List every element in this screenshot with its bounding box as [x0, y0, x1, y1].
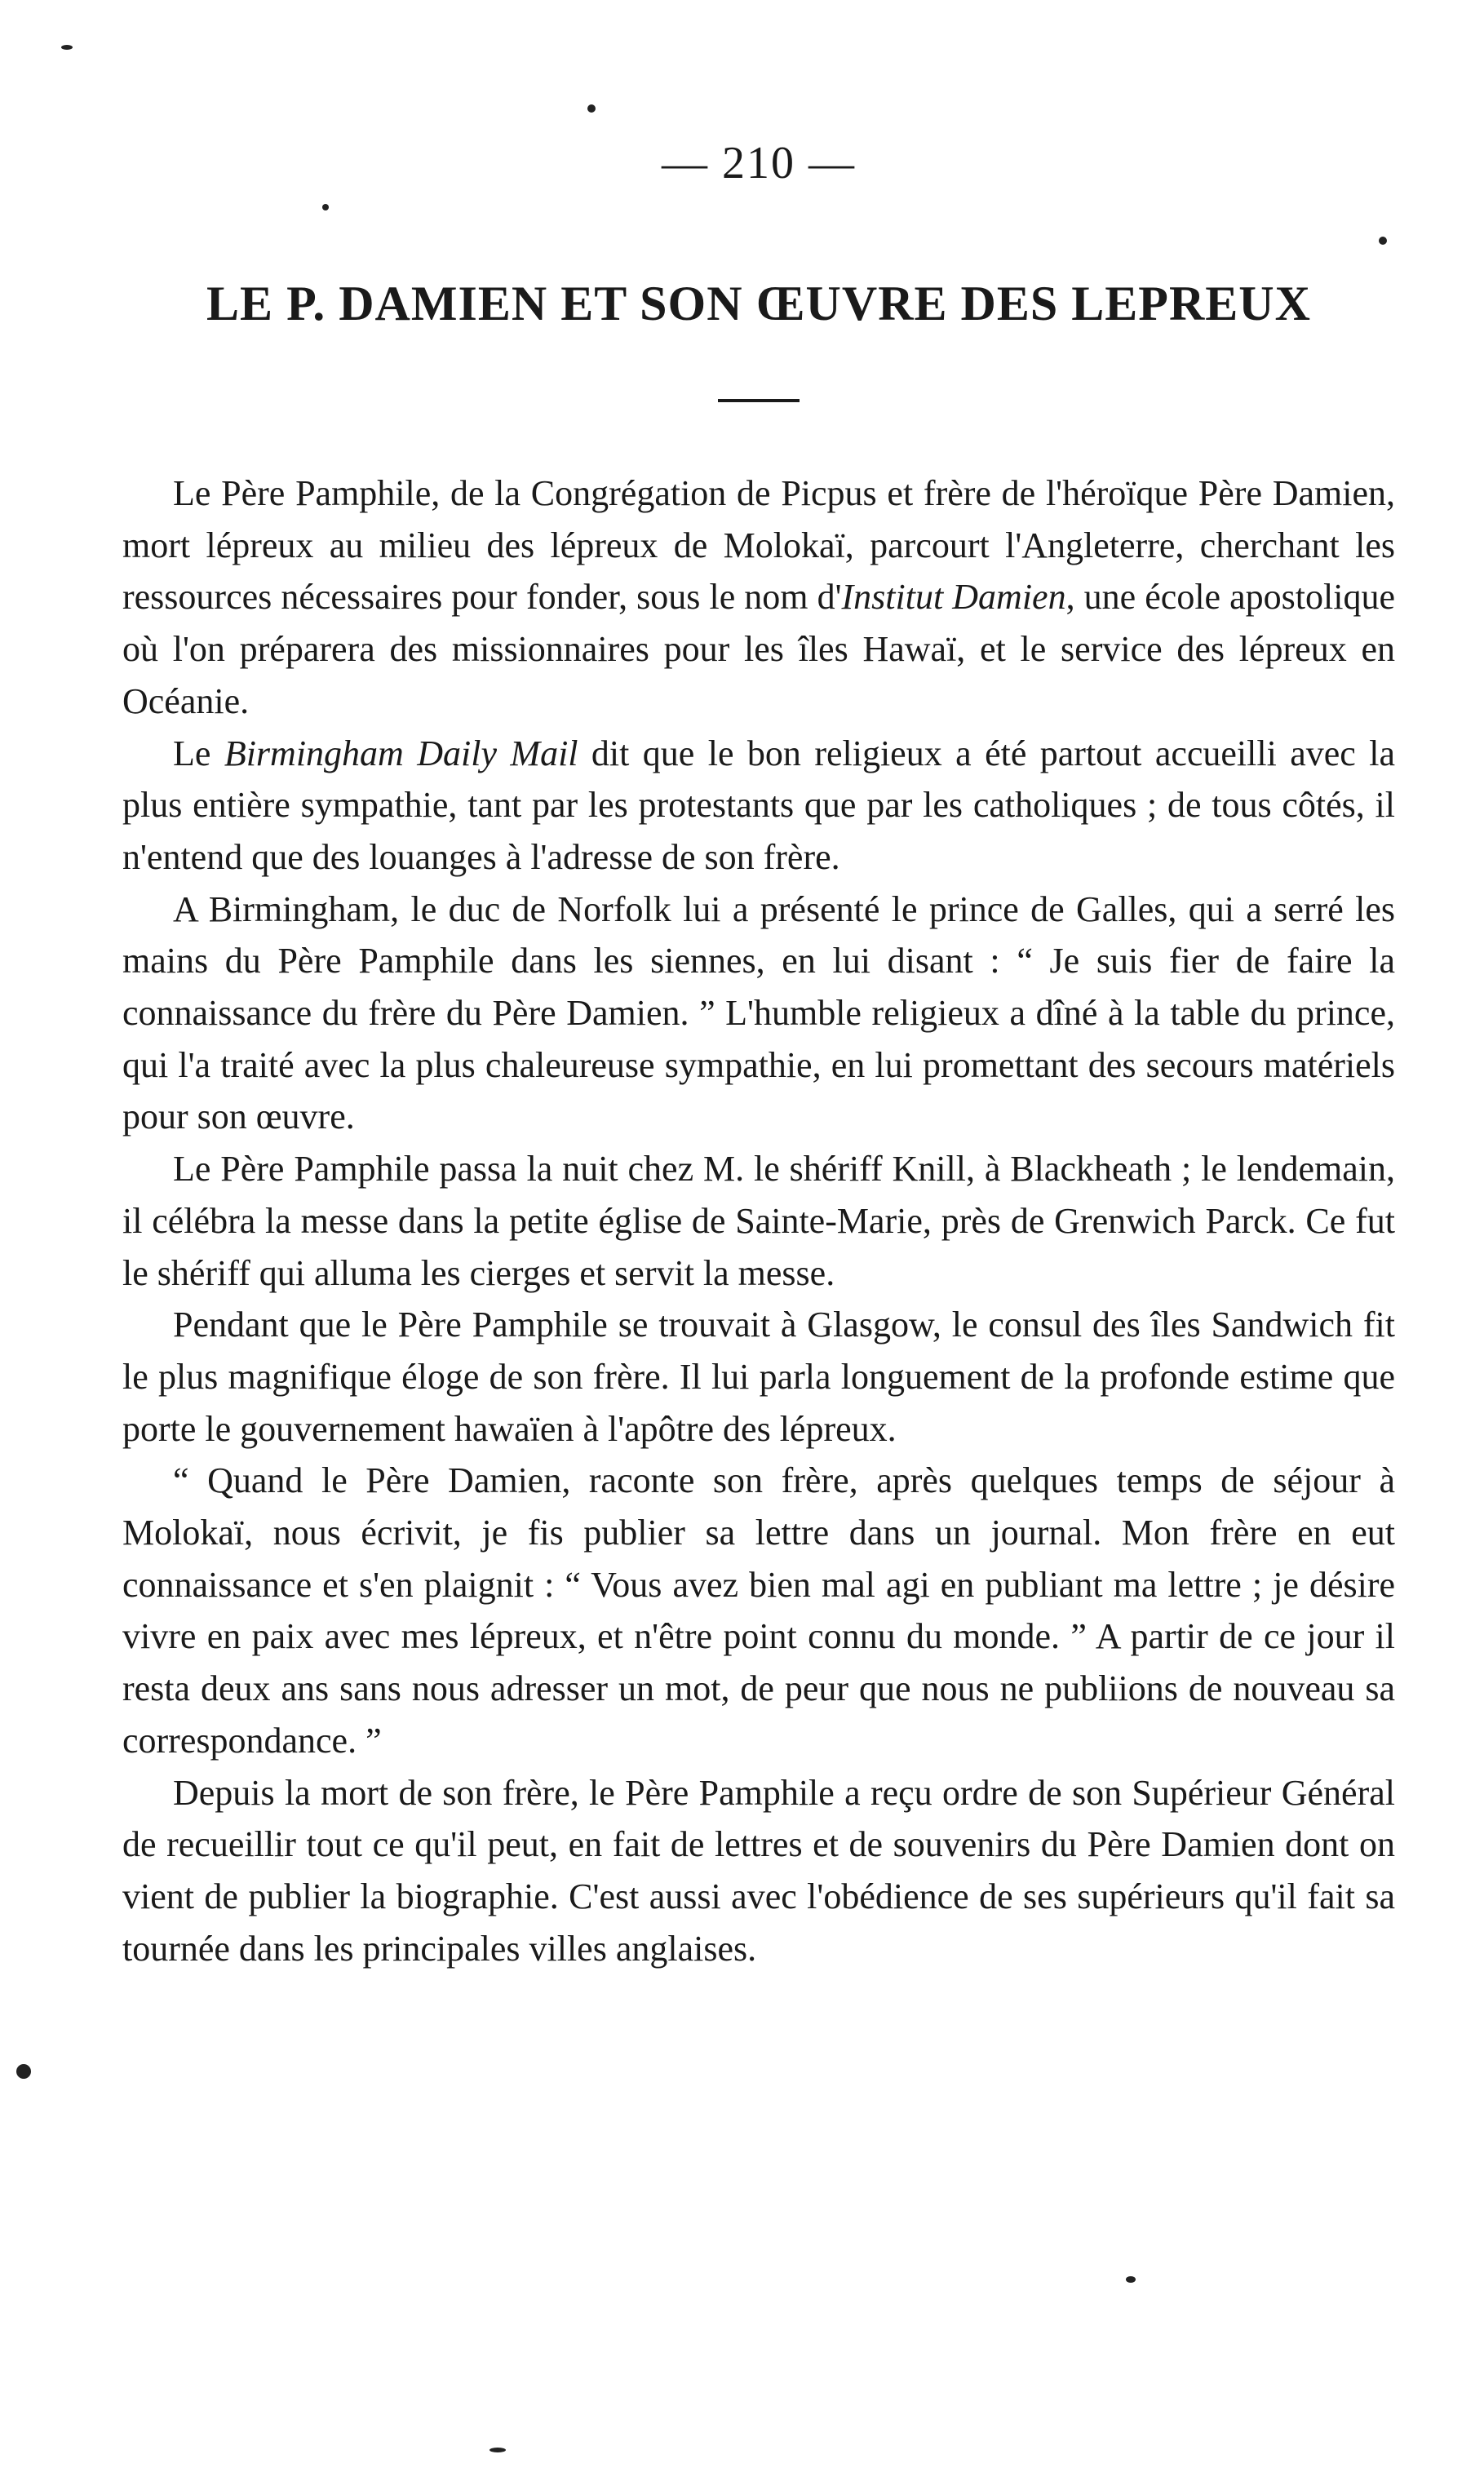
- scan-speck: [1126, 2276, 1136, 2283]
- paragraph-2-text: Le: [173, 733, 224, 773]
- scan-speck: [587, 104, 596, 113]
- article-title: LE P. DAMIEN ET SON ŒUVRE DES LEPREUX: [206, 277, 1311, 330]
- scan-speck: [1379, 237, 1387, 245]
- paragraph-1-text-end: , une école apostolique où l'on préparera des missionnaires pour les îles Hawaï, et le service des lépreux en Océanie.: [122, 577, 1396, 721]
- paragraph-2-text-end: dit que le bon religieux a été partout accueilli avec la plus entière sympathie, tant par les protestants que par les catholiques ; de tous côtés, il n'entend que des louanges à l'adresse de son frère.: [122, 733, 1396, 877]
- paragraph-5: Pendant que le Père Pamphile se trouvait à Glasgow, le consul des îles Sandwich fit le plus magnifique éloge de son frère. Il lui parla longuement de la profonde estime que porte le gouvernement hawaïen à l'apôtre des lépreux.: [122, 1305, 1395, 1449]
- institution-name: Institut Damien: [841, 577, 1066, 618]
- scan-speck: [322, 204, 329, 210]
- paragraph-6: “ Quand le Père Damien, raconte son frère, après quelques temps de séjour à Molokaï, nous écrivit, je fis publier sa lettre dans un journal. Mon frère en eut connaissance et s'en plaignit : “ Vous avez bien mal agi en publiant ma lettre ; je désire vivre en paix avec mes lépreux, et n'être point connu du monde. ” A partir de ce jour il resta deux ans sans nous adresser un mot, de peur que nous ne publiions de nouveau sa correspondance. ”: [122, 1460, 1395, 1761]
- paragraph-2: [122, 728, 1395, 884]
- title-divider: [718, 399, 800, 402]
- paragraph-1: [122, 467, 1395, 728]
- scan-speck: [489, 2448, 506, 2452]
- article-body: [122, 467, 1395, 1974]
- paragraph-7: Depuis la mort de son frère, le Père Pamphile a reçu ordre de son Supérieur Général de recueillir tout ce qu'il peut, en fait de lettres et de souvenirs du Père Damien dont on vient de publier la biographie. C'est aussi avec l'obédience de ses supérieurs qu'il fait sa tournée dans les principales villes anglaises.: [122, 1772, 1395, 1969]
- paragraph-3: A Birmingham, le duc de Norfolk lui a présenté le prince de Galles, qui a serré les mains du Père Pamphile dans les siennes, en lui disant : “ Je suis fier de faire la connaissance du frère du Père Damien. ” L'humble religieux a dîné à la table du prince, qui l'a traité avec la plus chaleureuse sympathie, en lui promettant des secours matériels pour son œuvre.: [122, 888, 1395, 1137]
- document-page: [122, 131, 1395, 1974]
- page-number: — 210 —: [662, 138, 856, 188]
- scan-speck: [61, 45, 73, 50]
- newspaper-name: Birmingham Daily Mail: [224, 733, 578, 773]
- paragraph-1-text: Le Père Pamphile, de la Congrégation de Picpus et frère de l'héroïque Père Damien, mort lépreux au milieu des lépreux de Molokaï, parcourt l'Angleterre, cherchant les ressources nécessaires pour fonder, sous le nom d': [122, 473, 1395, 618]
- scan-speck: [16, 2064, 31, 2079]
- paragraph-4: Le Père Pamphile passa la nuit chez M. le shériff Knill, à Blackheath ; le lendemain, il célébra la messe dans la petite église de Sainte-Marie, près de Grenwich Parck. Ce fut le shériff qui alluma les cierges et servit la messe.: [122, 1149, 1395, 1293]
